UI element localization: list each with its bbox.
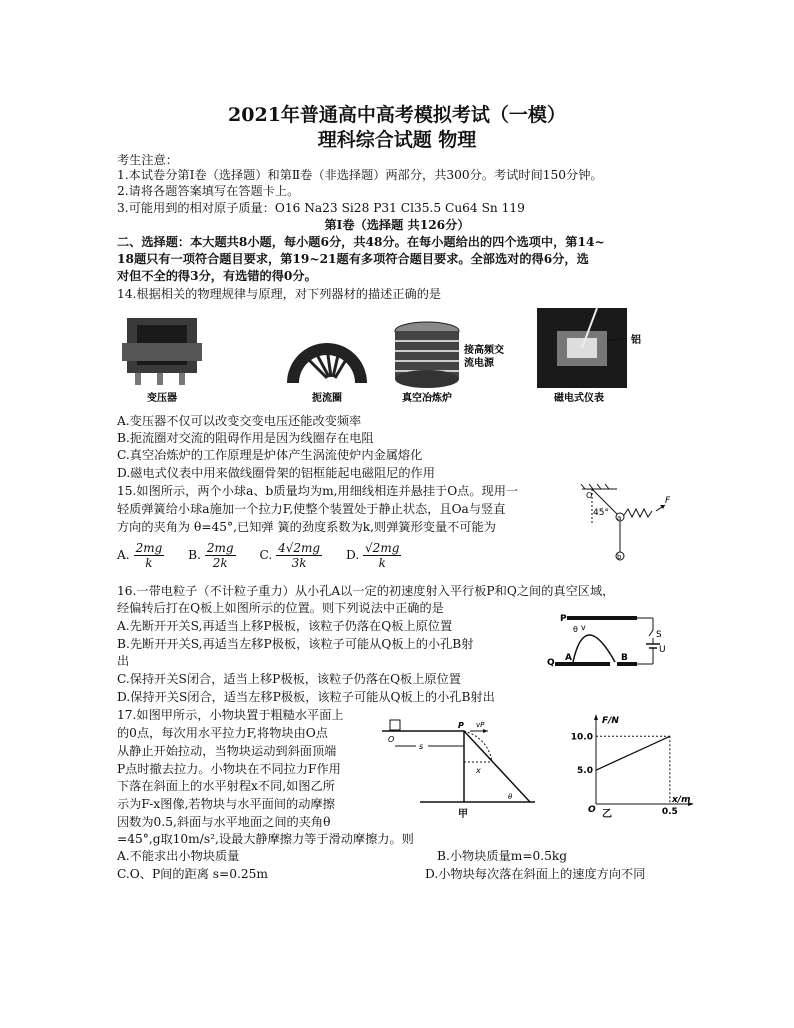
note-3: 3.可能用到的相对原子质量：O16 Na23 Si28 P31 Cl35.5 Cu64 Sn 119	[117, 201, 525, 215]
section-intro-3: 对但不全的得3分，有选错的得0分。	[117, 269, 317, 283]
q15-d-label: D.	[345, 548, 360, 562]
q17-line-8: =45°,g取10m/s²,设最大静摩擦力等于滑动摩擦力。则	[117, 832, 414, 846]
transformer-image	[122, 318, 202, 385]
q15-d-num: √2mg	[365, 541, 400, 555]
q16-figure	[545, 610, 670, 674]
x-axis-label: x/m	[672, 795, 691, 805]
q15-a-label: A.	[117, 548, 130, 562]
q16-theta-label: θ	[573, 625, 578, 634]
meter-image	[537, 308, 627, 388]
q16-option-c: C.保持开关S闭合，适当上移P极板，该粒子仍落在Q板上原位置	[117, 672, 461, 686]
q17-option-b: B.小物块质量m=0.5kg	[437, 849, 568, 863]
q17-figure-jia	[380, 718, 540, 818]
series-line	[596, 736, 670, 770]
q17-line-2: 的0点，每次用水平拉力F,将物块由O点	[117, 726, 328, 740]
q17-option-a: A.不能求出小物块质量	[117, 849, 240, 863]
note-2: 2.请将各题答案填写在答题卡上。	[117, 184, 300, 198]
q14-option-d: D.磁电式仪表中用来做线圈骨架的铝框能起电磁阻尼的作用	[117, 466, 435, 480]
q16-line-2: 经偏转后打在Q板上如图所示的位置。则下列说法中正确的是	[117, 601, 444, 615]
q15-a-ball-label: a	[617, 514, 622, 522]
q14-option-c: C.真空冶炼炉的工作原理是炉体产生涡流使炉内金属熔化	[117, 448, 423, 462]
y-tick-label: 5.0	[577, 766, 593, 777]
q16-option-b-1: B.先断开开关S,再适当左移P极板，该粒子可能从Q板上的小孔B射	[117, 637, 474, 651]
q17-jia-theta-label: θ	[508, 793, 513, 801]
q17-option-d: D.小物块每次落在斜面上的速度方向不同	[425, 867, 646, 881]
caption-choke-coil: 扼流圈	[312, 393, 342, 404]
origin-label: O	[588, 805, 596, 815]
q16-q-label: Q	[547, 658, 555, 668]
x-tick-label: 0.5	[661, 807, 678, 817]
q15-c-den: 3k	[291, 556, 307, 570]
q15-line-3: 方向的夹角为 θ=45°,已知弹 簧的劲度系数为k,则弹簧形变量不可能为	[117, 520, 496, 534]
furnace-label-1: 接高频交	[464, 345, 504, 356]
q15-b-num: 2mg	[206, 541, 234, 555]
q17-line-4: P点时撤去拉力。小物块在不同拉力F作用	[117, 762, 341, 776]
q17-yi-caption: 乙	[602, 809, 612, 820]
q17-jia-vp-label: vP	[476, 721, 485, 729]
q14-option-a: A.变压器不仅可以改变交变电压还能改变频率	[117, 414, 362, 428]
q16-option-d: D.保持开关S闭合，适当左移P极板，该粒子可能从Q板上的小孔B射出	[117, 690, 495, 704]
meter-label: 铝	[631, 335, 641, 346]
q17-line-5: 下落在斜面上的水平射程x不同,如图乙所	[117, 779, 335, 793]
exam-subtitle: 理科综合试题 物理	[317, 129, 477, 151]
q17-line-7: 因数为0.5,斜面与水平地面之间的夹角θ	[117, 815, 331, 829]
section-intro-1: 二、选择题：本大题共8小题，每小题6分，共48分。在每小题给出的四个选项中，第14~	[117, 235, 605, 249]
q15-a-num: 2mg	[135, 541, 163, 555]
y-axis-label: F/N	[602, 716, 619, 726]
caption-transformer: 变压器	[147, 393, 177, 404]
y-axis-arrow	[594, 714, 598, 720]
q16-u-label: U	[659, 645, 666, 655]
q14-figures	[117, 303, 677, 408]
q16-a-label: A	[565, 653, 572, 663]
q15-figure	[577, 484, 677, 566]
q16-option-a: A.先断开开关S,再适当上移P极板，该粒子仍落在Q板上原位置	[117, 619, 453, 633]
q15-a-den: k	[145, 556, 153, 570]
q17-option-c: C.O、P间的距离 s=0.25m	[117, 867, 268, 881]
q15-d-den: k	[378, 556, 386, 570]
caption-meter: 磁电式仪表	[554, 393, 604, 404]
q16-v-label: v	[581, 623, 586, 632]
q15-d-fraction	[363, 541, 401, 570]
q16-b-label: B	[621, 653, 628, 663]
caption-furnace: 真空冶炼炉	[402, 393, 452, 404]
q16-option-b-2: 出	[117, 654, 130, 668]
q16-line-1: 16.一带电粒子（不计粒子重力）从小孔A以一定的初速度射入平行板P和Q之间的真空区域，	[117, 584, 615, 598]
q14-option-b: B.扼流圈对交流的阻碍作用是因为线圈存在电阻	[117, 431, 374, 445]
q16-p-label: P	[560, 614, 567, 624]
q16-s-label: S	[656, 630, 662, 640]
q15-c-fraction	[276, 541, 322, 570]
q15-b-den: 2k	[212, 556, 228, 570]
q15-b-fraction	[205, 541, 236, 570]
q17-jia-caption: 甲	[458, 809, 468, 820]
furnace-image	[395, 322, 459, 388]
q17-line-6: 示为F-x图像,若物块与水平面间的动摩擦	[117, 797, 335, 811]
note-1: 1.本试卷分第Ⅰ卷（选择题）和第Ⅱ卷（非选择题）两部分，共300分。考试时间150分钟。	[117, 168, 603, 182]
q17-line-1: 17.如图甲所示，小物块置于粗糙水平面上	[117, 708, 344, 722]
q15-angle-label: 45°	[593, 508, 609, 518]
q15-line-2: 轻质弹簧给小球a施加一个拉力F,使整个装置处于静止状态，且Oa与竖直	[117, 502, 506, 516]
q15-line-1: 15.如图所示，两个小球a、b质量均为m,用细线相连并悬挂于O点。现用一	[117, 484, 519, 498]
choke-coil-image	[287, 343, 367, 383]
q17-line-3: 从静止开始拉动，当物块运动到斜面顶端	[117, 744, 337, 758]
furnace-label-2: 流电源	[464, 358, 494, 369]
q17-jia-s-label: s	[419, 742, 424, 751]
q17-jia-x-label: x	[476, 766, 481, 775]
q15-f-label: F	[665, 496, 671, 506]
q15-o-label: O	[586, 491, 593, 500]
notes-heading: 考生注意：	[117, 153, 178, 167]
q15-b-label: B.	[188, 548, 201, 562]
q14-stem: 14.根据相关的物理规律与原理，对下列器材的描述正确的是	[117, 287, 442, 301]
q15-c-label: C.	[259, 548, 273, 562]
section-intro-2: 18题只有一项符合题目要求，第19~21题有多项符合题目要求。全部选对的得6分，选	[117, 252, 589, 266]
q15-options	[117, 541, 401, 570]
q17-jia-p-label: P	[458, 721, 464, 730]
q15-a-fraction	[134, 541, 165, 570]
part-title: 第Ⅰ卷（选择题 共126分）	[324, 218, 470, 232]
exam-title: 2021年普通高中高考模拟考试（一模）	[228, 104, 566, 126]
q17-jia-o-label: O	[388, 735, 395, 744]
q17-chart-yi	[562, 712, 697, 817]
q15-b-ball-label: b	[617, 553, 622, 561]
q15-c-num: 4√2mg	[278, 541, 321, 555]
y-tick-label: 10.0	[570, 732, 593, 743]
